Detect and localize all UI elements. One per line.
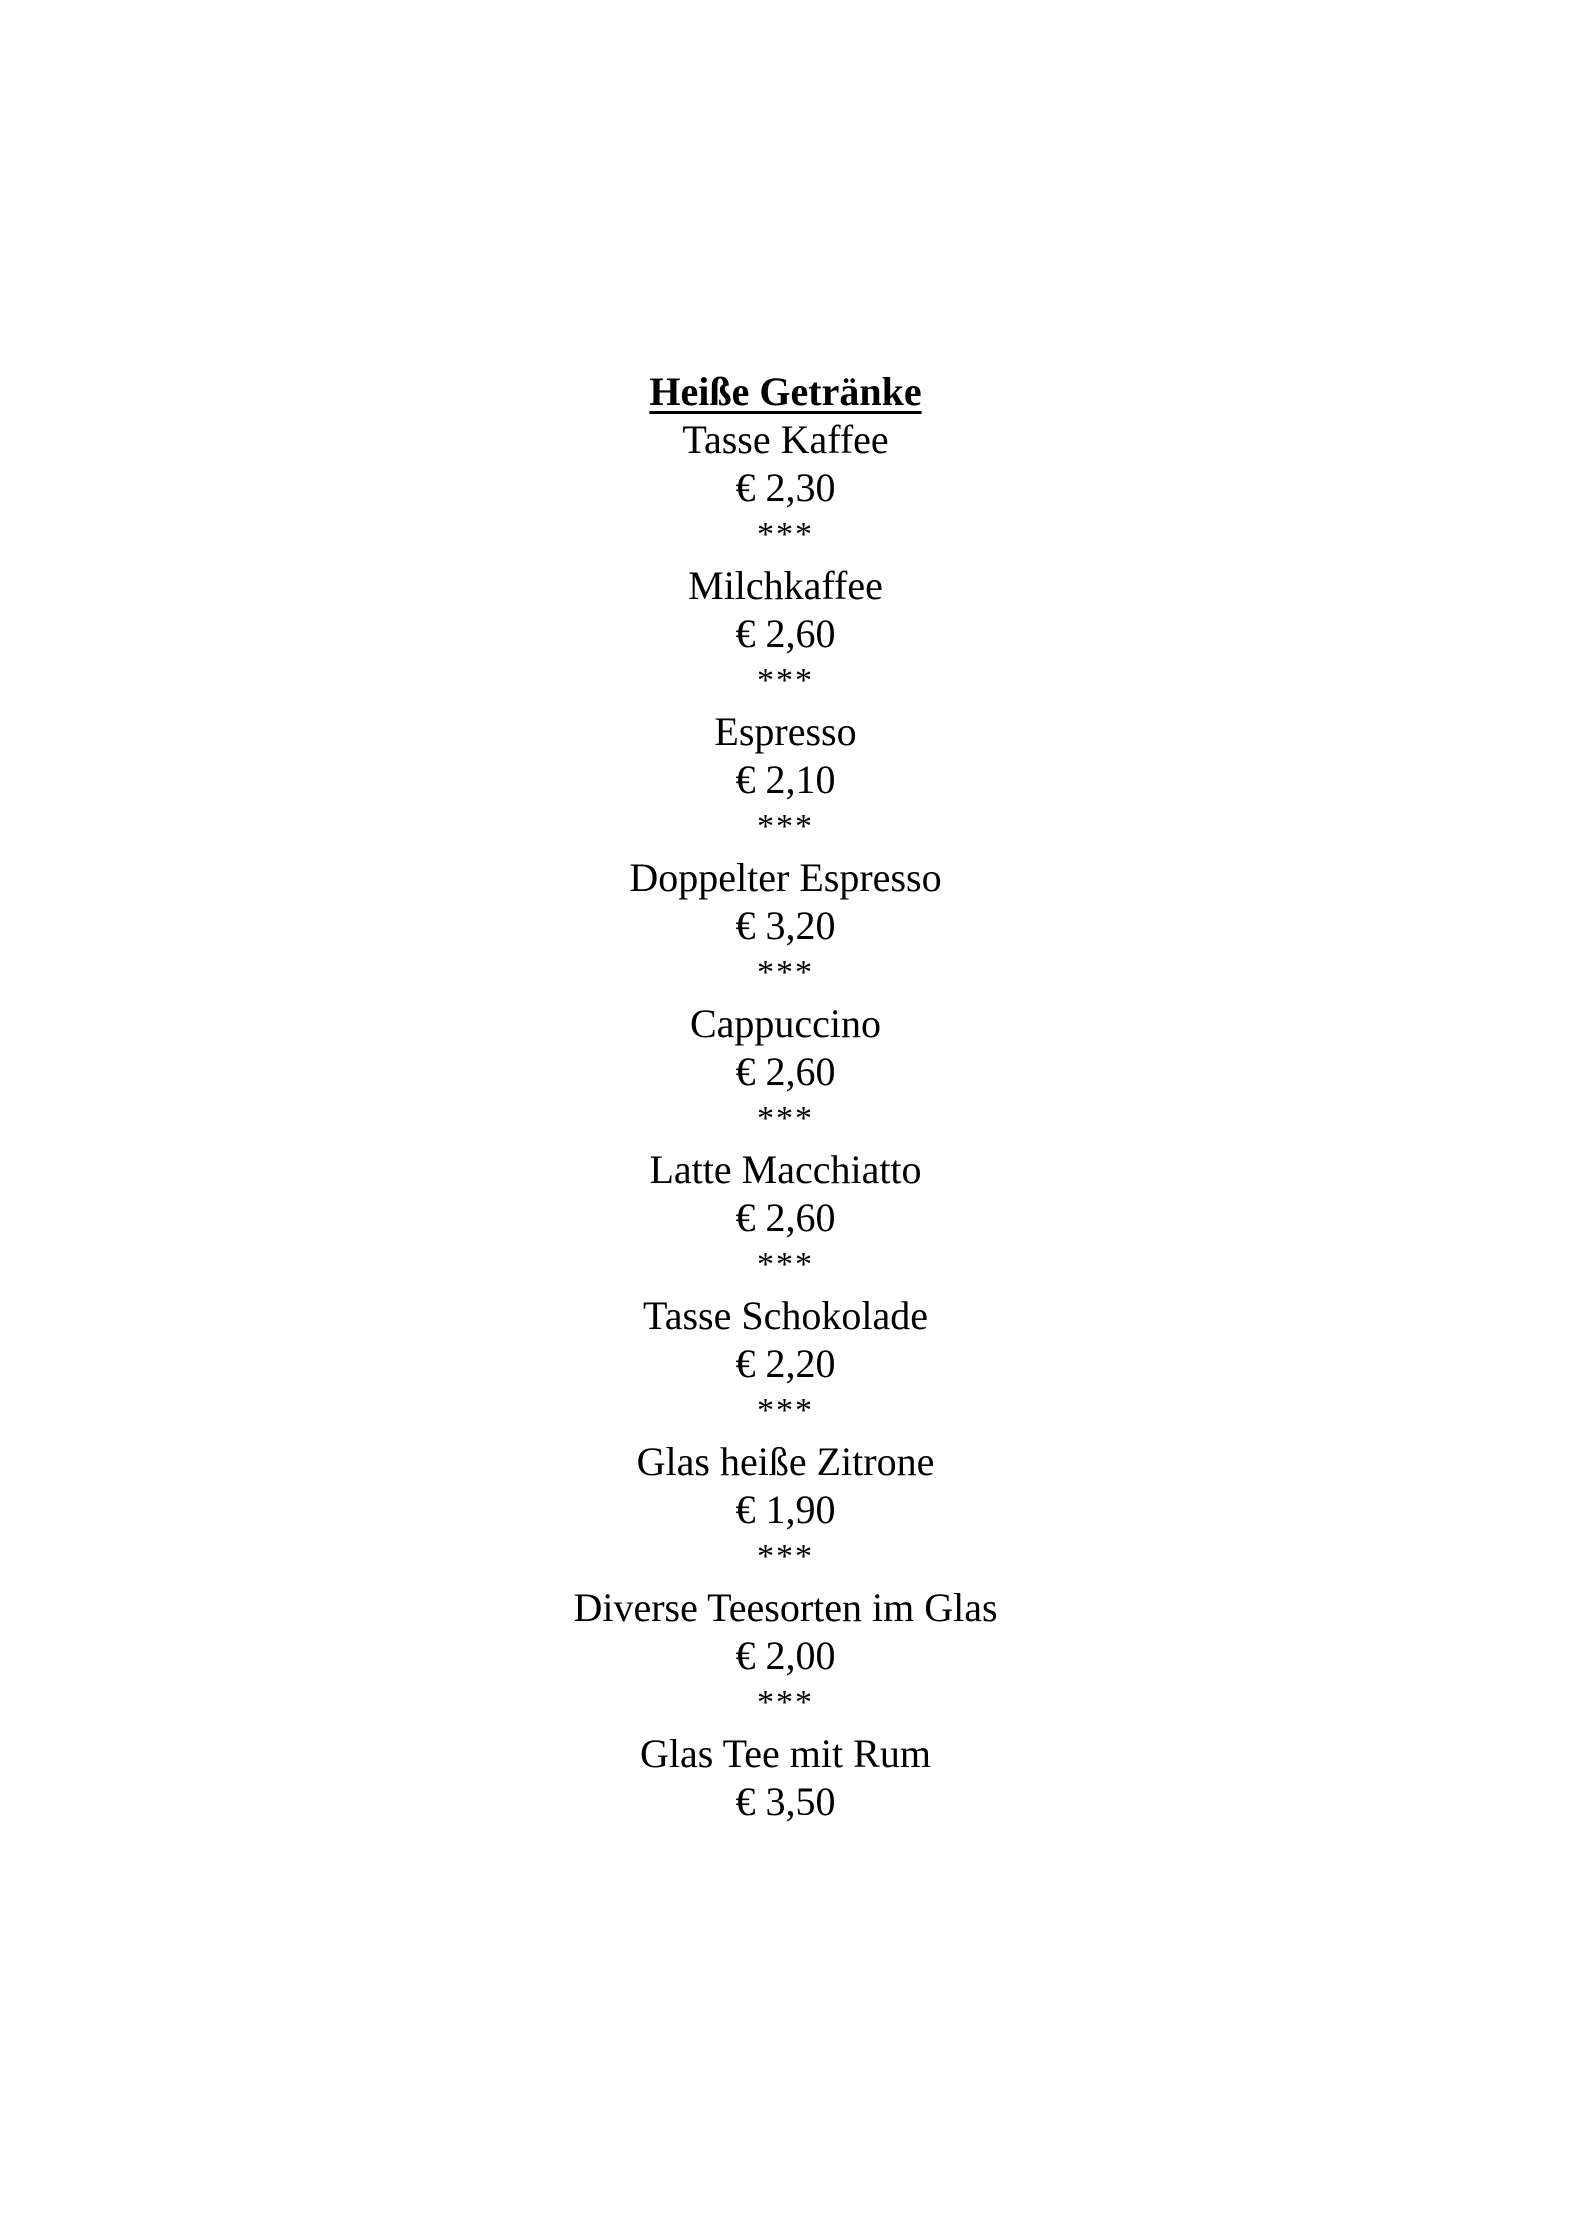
- menu-item: [0, 854, 1571, 1000]
- menu-item: [0, 1000, 1571, 1146]
- menu-item: [0, 1292, 1571, 1438]
- item-name: Tasse Kaffee: [682, 417, 889, 462]
- menu-item: [0, 708, 1571, 854]
- item-separator: ***: [757, 516, 814, 553]
- menu-item: [0, 416, 1571, 562]
- item-separator: ***: [757, 954, 814, 991]
- item-name: Milchkaffee: [688, 563, 883, 608]
- menu-item: [0, 1146, 1571, 1292]
- item-name: Doppelter Espresso: [629, 855, 942, 900]
- menu-item: [0, 1730, 1571, 1826]
- menu-item: [0, 562, 1571, 708]
- item-separator: ***: [757, 1538, 814, 1575]
- item-name: Glas heiße Zitrone: [636, 1439, 935, 1484]
- menu-title: Heiße Getränke: [649, 369, 922, 414]
- item-price: € 2,60: [735, 1049, 836, 1094]
- item-name: Latte Macchiatto: [649, 1147, 922, 1192]
- item-name: Diverse Teesorten im Glas: [573, 1585, 998, 1630]
- item-price: € 1,90: [735, 1487, 836, 1532]
- item-price: € 2,10: [735, 757, 836, 802]
- item-separator: ***: [757, 662, 814, 699]
- item-name: Espresso: [714, 709, 857, 754]
- item-price: € 3,20: [735, 903, 836, 948]
- item-price: € 2,30: [735, 465, 836, 510]
- item-separator: ***: [757, 1684, 814, 1721]
- item-price: € 2,00: [735, 1633, 836, 1678]
- menu-item: [0, 1438, 1571, 1584]
- item-name: Glas Tee mit Rum: [640, 1731, 931, 1776]
- item-name: Cappuccino: [689, 1001, 882, 1046]
- item-separator: ***: [757, 1392, 814, 1429]
- item-separator: ***: [757, 808, 814, 845]
- menu-item: [0, 1584, 1571, 1730]
- item-price: € 3,50: [735, 1779, 836, 1824]
- item-price: € 2,60: [735, 611, 836, 656]
- item-price: € 2,20: [735, 1341, 836, 1386]
- item-price: € 2,60: [735, 1195, 836, 1240]
- item-separator: ***: [757, 1246, 814, 1283]
- item-separator: ***: [757, 1100, 814, 1137]
- item-name: Tasse Schokolade: [643, 1293, 928, 1338]
- menu-item-list: [0, 416, 1571, 1826]
- menu-document: [0, 368, 1571, 1826]
